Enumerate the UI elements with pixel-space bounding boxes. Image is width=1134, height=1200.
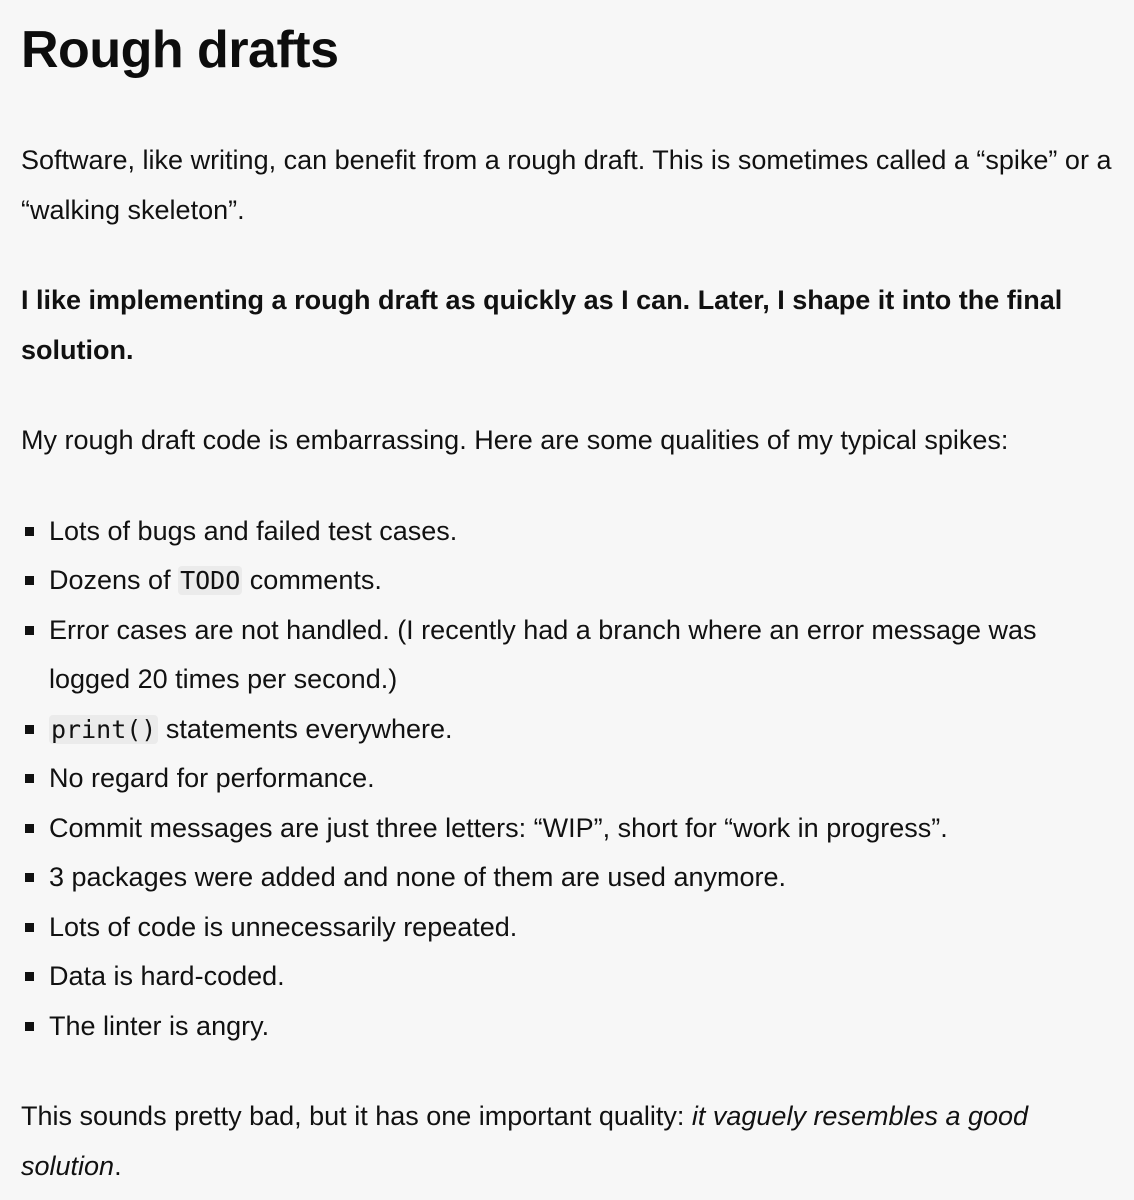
list-item-text: comments. — [242, 565, 382, 595]
list-item — [21, 705, 1120, 755]
article-title: Rough drafts — [21, 21, 339, 79]
list-item-text: Dozens of — [49, 565, 179, 595]
list-item-text: statements everywhere. — [158, 713, 453, 744]
closing-paragraph — [21, 1092, 1120, 1191]
list-item — [21, 1002, 1120, 1052]
list-item-text: Lots of code is unnecessarily repeated. — [49, 911, 518, 942]
list-lead-paragraph: My rough draft code is embarrassing. Here are some qualities of my typical spikes: — [21, 425, 1009, 455]
list-item — [21, 804, 1120, 854]
list-item — [21, 606, 1120, 705]
list-item — [21, 903, 1120, 953]
list-item-text: 3 packages were added and none of them are used anymore. — [49, 862, 786, 892]
inline-code-print: print() — [51, 714, 157, 744]
closing-period: . — [114, 1150, 122, 1181]
list-item — [21, 853, 1120, 903]
list-item-text: The linter is angry. — [49, 1010, 270, 1041]
thesis-paragraph: I like implementing a rough draft as quickly as I can. Later, I shape it into the final solution. — [21, 285, 1063, 365]
list-item-text: No regard for performance. — [49, 763, 375, 793]
list-item — [21, 507, 1120, 557]
list-item-text: Commit messages are just three letters: “WIP”, short for “work in progress”. — [49, 812, 948, 843]
inline-code-todo: TODO — [180, 566, 241, 595]
closing-emphasis: it vaguely resembles a good solution — [21, 1101, 1029, 1181]
list-item — [21, 952, 1120, 1002]
list-item-text: Error cases are not handled. (I recently had a branch where an error message was logged 20 times per second.) — [49, 614, 1037, 694]
list-item — [21, 556, 1120, 606]
spike-qualities-list — [21, 507, 1120, 1052]
list-item — [21, 754, 1120, 804]
list-item-text: Lots of bugs and failed test cases. — [49, 515, 458, 546]
closing-text: This sounds pretty bad, but it has one important quality: — [21, 1101, 692, 1131]
intro-paragraph: Software, like writing, can benefit from a rough draft. This is sometimes called a “spike” or a “walking skeleton”. — [21, 145, 1112, 225]
list-item-text: Data is hard-coded. — [49, 961, 285, 991]
